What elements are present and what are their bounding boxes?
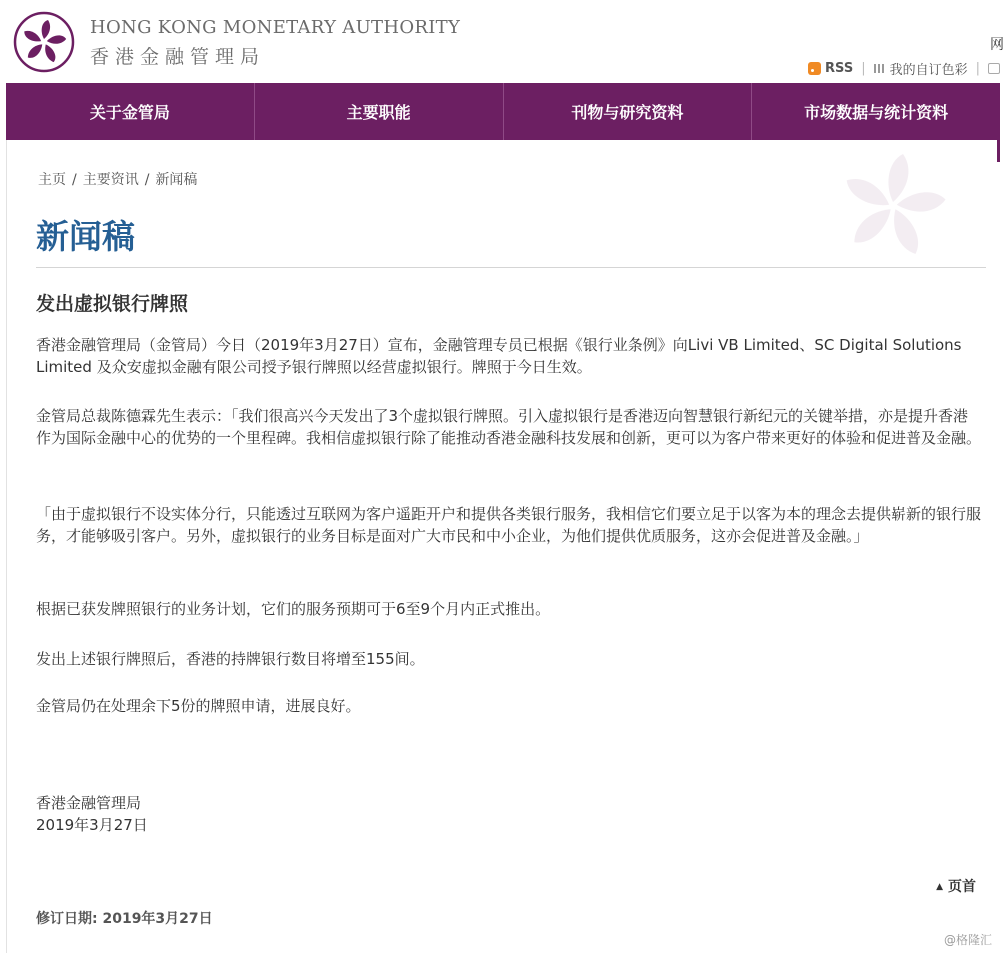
rss-icon[interactable] [808,62,821,75]
utility-divider: | [861,60,866,76]
nav-item-market-data[interactable]: 市场数据与统计资料 [804,103,949,122]
article-signoff [36,792,148,836]
nav-item-functions[interactable]: 主要职能 [255,83,504,140]
header-cut-link[interactable]: 网 [990,37,1004,53]
title-divider [36,267,986,268]
palette-icon [874,64,885,73]
back-to-top-label: 页首 [948,879,976,895]
signoff-date: 2019年3月27日 [36,816,148,834]
article-paragraph: 根据已获发牌照银行的业务计划，它们的服务预期可于6至9个月内正式推出。 [36,600,551,618]
print-icon[interactable] [988,63,1000,74]
revised-date: 修订日期: 2019年3月27日 [36,911,213,927]
breadcrumb-separator: / [72,172,77,188]
right-edge-accent [997,140,1000,162]
org-name-en: HONG KONG MONETARY AUTHORITY [90,17,461,38]
article-paragraph: 「由于虚拟银行不设实体分行，只能透过互联网为客户遥距开户和提供各类银行服务，我相信它们要立足于以客为本的理念去提供崭新的银行服务，才能够吸引客户。另外，虚拟银行的业务目标是面对广大市民和中小企业，为他们提供优质服务，这亦会促进普及金融。」 [36,505,982,545]
page-title: 新闻稿 [36,217,135,256]
breadcrumb-home[interactable]: 主页 [38,172,66,188]
bauhinia-watermark-icon [813,140,963,268]
back-to-top-link[interactable] [936,876,976,896]
caret-up-icon: ▲ [936,882,943,892]
bauhinia-logo-icon[interactable] [13,11,75,73]
site-header [0,0,1004,83]
breadcrumb [38,169,197,189]
article-paragraph: 发出上述银行牌照后，香港的持牌银行数目将增至155间。 [36,650,425,668]
article-paragraph: 金管局仍在处理余下5份的牌照申请，进展良好。 [36,697,361,715]
article-paragraph: 香港金融管理局（金管局）今日（2019年3月27日）宣布，金融管理专员已根据《银行业条例》向Livi VB Limited、SC Digital Solutions Limited 及众安虚拟金融有限公司授予银行牌照以经营虚拟银行。牌照于今日生效。 [36,336,962,376]
breadcrumb-separator: / [144,172,150,188]
utility-divider: | [975,60,980,76]
palette-link[interactable]: 我的自订色彩 [889,62,968,78]
breadcrumb-section[interactable]: 主要资讯 [82,172,139,188]
main-nav [6,83,1000,140]
article-paragraph: 金管局总裁陈德霖先生表示：「我们很高兴今天发出了3个虚拟银行牌照。引入虚拟银行是香港迈向智慧银行新纪元的关键举措，亦是提升香港作为国际金融中心的优势的一个里程碑。我相信虚拟银行除了能推动香港金融科技发展和创新，更可以为客户带来更好的体验和促进普及金融。 [36,407,982,447]
source-watermark: @格隆汇 [943,933,992,947]
article-title: 发出虚拟银行牌照 [36,293,189,315]
utility-links [808,58,1000,78]
org-name-zh: 香港金融管理局 [90,46,266,68]
signoff-org: 香港金融管理局 [36,794,142,812]
nav-item-publications[interactable]: 刊物与研究资料 [504,83,753,140]
breadcrumb-current: 新闻稿 [155,172,198,188]
nav-item-about[interactable]: 关于金管局 [6,83,255,140]
rss-link[interactable]: RSS [825,60,854,76]
